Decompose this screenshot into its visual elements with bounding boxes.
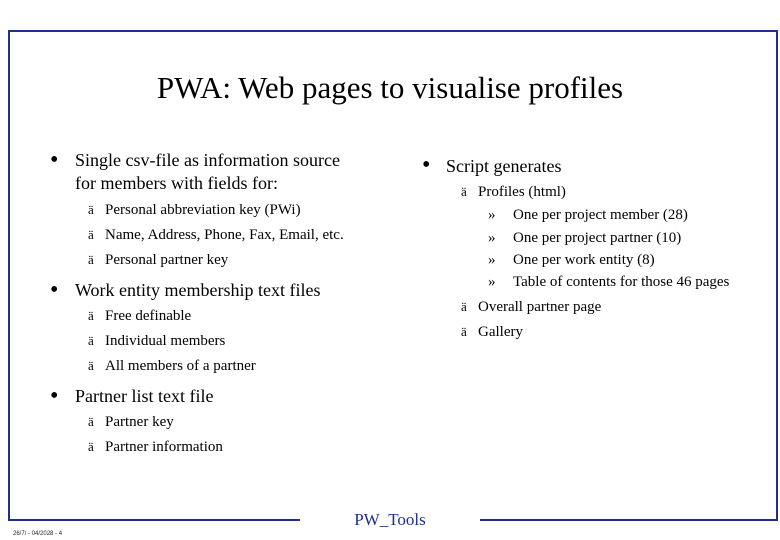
arrow-icon: ä bbox=[88, 414, 94, 429]
arrow-icon: ä bbox=[461, 299, 467, 314]
bullet-single-csv-line1: Single csv-file as information source bbox=[75, 150, 340, 170]
slide-title: PWA: Web pages to visualise profiles bbox=[156, 70, 624, 105]
arrow-icon: ä bbox=[461, 324, 467, 339]
list-item: ä Partner information bbox=[88, 439, 223, 455]
arrow-icon: ä bbox=[88, 333, 94, 348]
raquo-icon: » bbox=[488, 230, 496, 246]
footer-title: PW_Tools bbox=[354, 510, 426, 529]
bullet-partner-list: Partner list text file bbox=[75, 386, 214, 406]
list-item: ä Profiles (html) bbox=[461, 184, 566, 200]
list-item: ä Overall partner page bbox=[461, 299, 602, 315]
bullet-glyph: • bbox=[50, 147, 59, 173]
arrow-icon: ä bbox=[88, 308, 94, 323]
raquo-icon: » bbox=[488, 274, 496, 290]
sub-list-item: » One per project member (28) bbox=[488, 207, 688, 223]
list-item: ä Gallery bbox=[461, 324, 523, 340]
raquo-icon: » bbox=[488, 252, 496, 268]
sub-list-item: » Table of contents for those 46 pages bbox=[488, 274, 730, 290]
list-item: ä Individual members bbox=[88, 333, 226, 349]
arrow-icon: ä bbox=[88, 439, 94, 454]
list-item: ä Name, Address, Phone, Fax, Email, etc. bbox=[88, 227, 344, 243]
footer-small-text: 26/7/ - 04/2028 - 4 bbox=[13, 531, 63, 537]
arrow-icon: ä bbox=[461, 184, 467, 199]
arrow-icon: ä bbox=[88, 227, 94, 242]
list-item: ä Personal abbreviation key (PWi) bbox=[88, 202, 301, 218]
frame-top-line bbox=[8, 30, 778, 32]
sub-list-item: » One per work entity (8) bbox=[488, 252, 655, 268]
arrow-icon: ä bbox=[88, 252, 94, 267]
sub-list-item: » One per project partner (10) bbox=[488, 230, 682, 246]
frame-bottom-right-line bbox=[480, 519, 778, 521]
bullet-glyph: • bbox=[50, 383, 59, 409]
bullet-single-csv-line2: for members with fields for: bbox=[75, 173, 278, 193]
list-item: ä All members of a partner bbox=[88, 358, 256, 374]
bullet-script-generates: Script generates bbox=[446, 156, 562, 176]
list-item: ä Free definable bbox=[88, 308, 192, 324]
list-item: ä Partner key bbox=[88, 414, 174, 430]
arrow-icon: ä bbox=[88, 358, 94, 373]
frame-bottom-left-line bbox=[8, 519, 300, 521]
raquo-icon: » bbox=[488, 207, 496, 223]
bullet-glyph: • bbox=[422, 152, 431, 178]
arrow-icon: ä bbox=[88, 202, 94, 217]
bullet-work-entity: Work entity membership text files bbox=[75, 280, 321, 300]
list-item: ä Personal partner key bbox=[88, 252, 229, 268]
bullet-glyph: • bbox=[50, 277, 59, 303]
